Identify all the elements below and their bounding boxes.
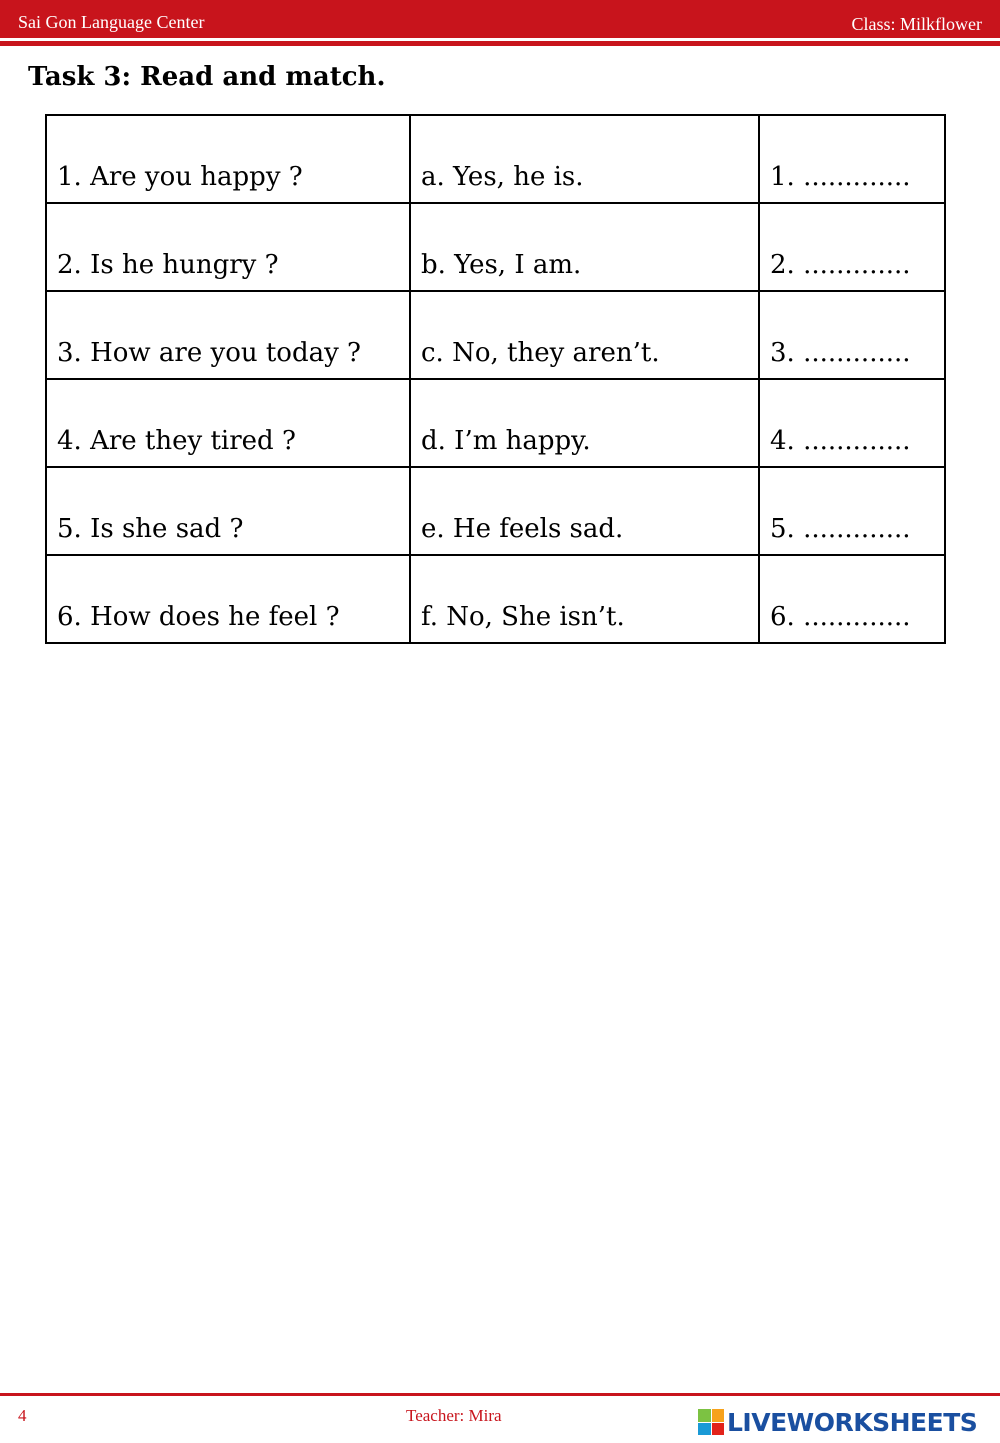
question-cell: 3. How are you today ? (46, 291, 410, 379)
brand-link[interactable] (698, 1406, 977, 1438)
task-title: Task 3: Read and match. (28, 62, 386, 92)
school-name: Sai Gon Language Center (18, 12, 205, 32)
answer-blank[interactable]: 2. ............. (759, 203, 945, 291)
header-divider (0, 41, 1000, 46)
table-row (46, 555, 945, 643)
table-row (46, 379, 945, 467)
question-cell: 5. Is she sad ? (46, 467, 410, 555)
answer-blank[interactable]: 4. ............. (759, 379, 945, 467)
liveworksheets-logo-icon (698, 1409, 724, 1435)
page-number: 4 (18, 1406, 27, 1425)
answer-cell: a. Yes, he is. (410, 115, 759, 203)
table-row (46, 203, 945, 291)
answer-cell: e. He feels sad. (410, 467, 759, 555)
brand-name: LIVEWORKSHEETS (727, 1407, 978, 1437)
table-row (46, 291, 945, 379)
question-cell: 2. Is he hungry ? (46, 203, 410, 291)
question-cell: 4. Are they tired ? (46, 379, 410, 467)
answer-cell: d. I’m happy. (410, 379, 759, 467)
class-name: Class: Milkflower (851, 14, 982, 34)
table-row (46, 467, 945, 555)
answer-blank[interactable]: 5. ............. (759, 467, 945, 555)
question-cell: 1. Are you happy ? (46, 115, 410, 203)
answer-blank[interactable]: 3. ............. (759, 291, 945, 379)
answer-cell: b. Yes, I am. (410, 203, 759, 291)
answer-blank[interactable]: 1. ............. (759, 115, 945, 203)
matching-table (45, 114, 946, 644)
question-cell: 6. How does he feel ? (46, 555, 410, 643)
answer-cell: c. No, they aren’t. (410, 291, 759, 379)
footer-divider (0, 1393, 1000, 1396)
answer-cell: f. No, She isn’t. (410, 555, 759, 643)
answer-blank[interactable]: 6. ............. (759, 555, 945, 643)
table-row (46, 115, 945, 203)
teacher-name: Teacher: Mira (406, 1406, 502, 1425)
